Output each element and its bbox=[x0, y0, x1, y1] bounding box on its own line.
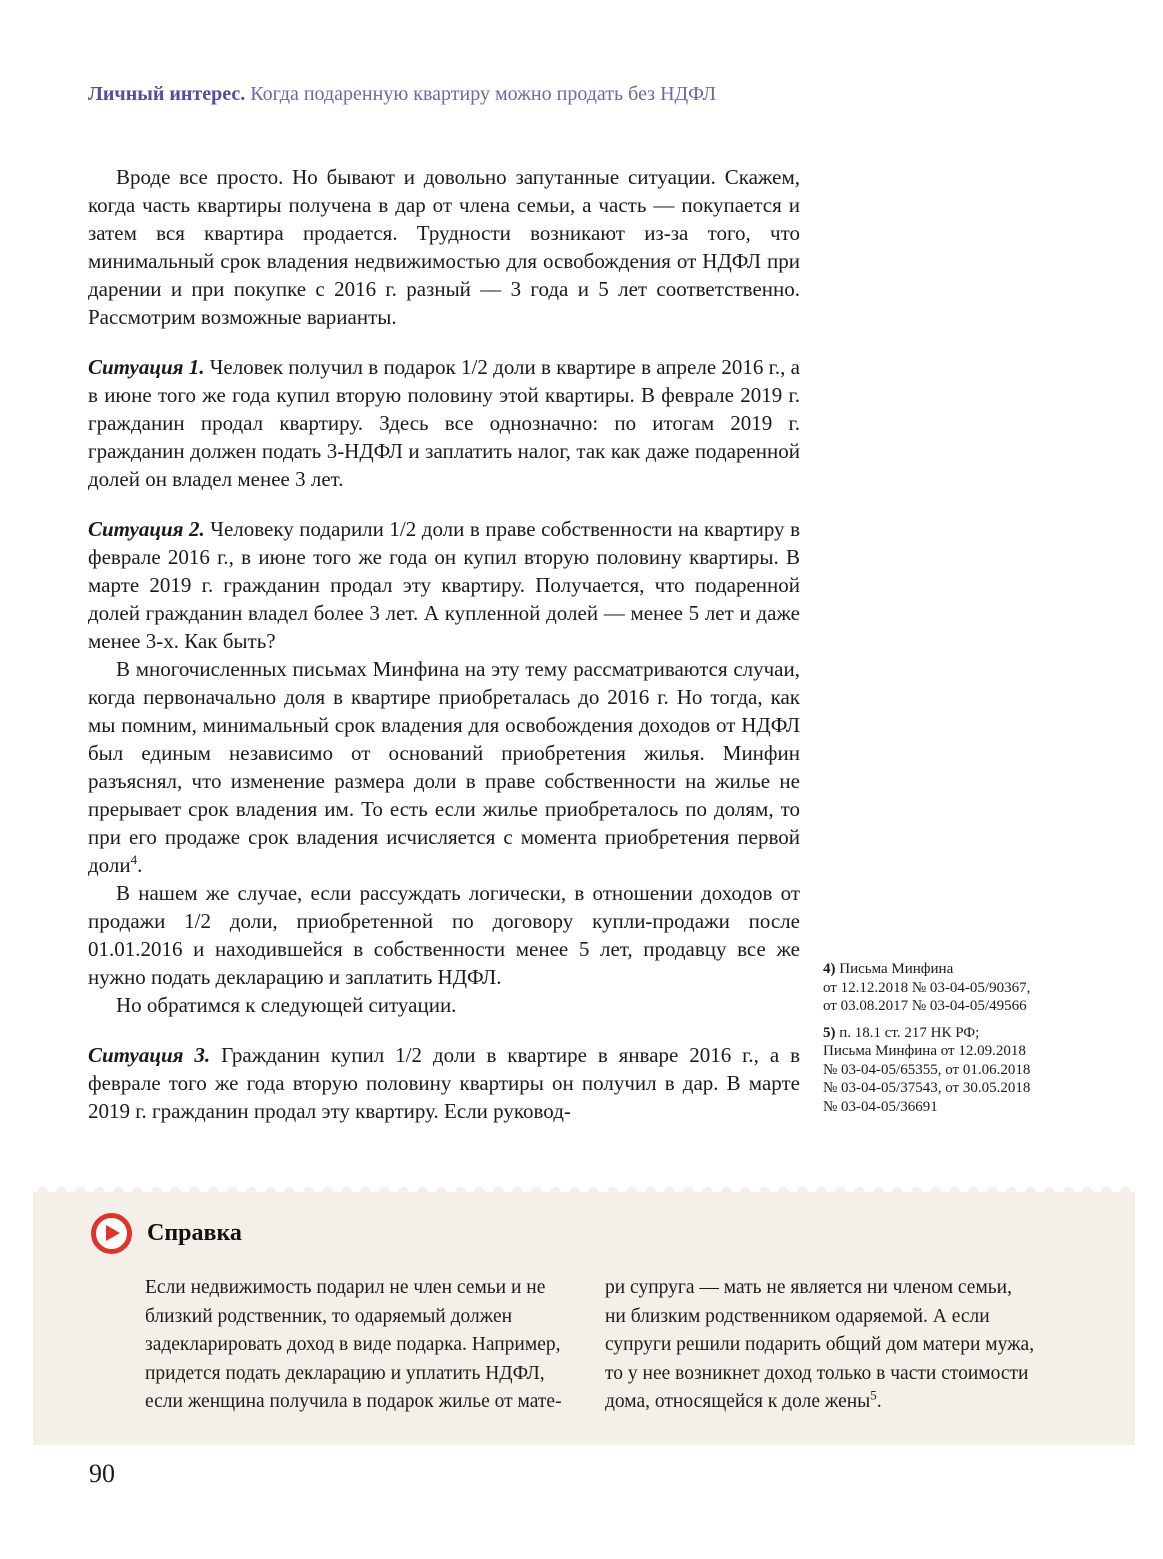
article-body bbox=[88, 163, 800, 1125]
situation-2-lead: Ситуация 2. bbox=[88, 517, 205, 541]
reference-column-1: Если недвижимость подарил не член семьи и не близкий родственник, то одаряемый должен задекларировать доход в виде подарка. Например, придется подать декларацию и уплатить НДФЛ, если женщина получила в подарок жилье от мате- bbox=[145, 1277, 562, 1412]
minfin-paragraph-text: В многочисленных письмах Минфина на эту тему рассматриваются случаи, когда первоначально доля в квартире приобреталась до 2016 г. Но тогда, как мы помним, минимальный срок владения для освобождения доходов от НДФЛ был единым независимо от оснований приобретения жилья. Минфин разъяснял, что изменение размера доли в праве собственности на жилье не прерывает срок владения им. То есть если жилье приобреталось по долям, то при его продаже срок владения исчисляется с момента приобретения первой доли bbox=[88, 657, 800, 877]
footnote-5-line: № 03-04-05/65355, от 01.06.2018 bbox=[823, 1061, 1031, 1078]
footnote-5-line: № 03-04-05/36691 bbox=[823, 1098, 938, 1115]
footnote-4 bbox=[823, 960, 1093, 1016]
situation-1-text: Человек получил в подарок 1/2 доли в квартире в апреле 2016 г., а в июне того же года купил вторую половину этой квартиры. В феврале 2019 г. гражданин продал квартиру. Здесь все однозначно: по итогам 2019 г. гражданин должен подать 3-НДФЛ и заплатить налог, так как даже подаренной долей он владел менее 3 лет. bbox=[88, 355, 801, 491]
running-head-section: Личный интерес. bbox=[88, 83, 246, 105]
play-icon bbox=[91, 1213, 132, 1254]
footnote-5 bbox=[823, 1024, 1093, 1117]
footnote-5-line: п. 18.1 ст. 217 НК РФ; bbox=[839, 1024, 980, 1041]
paragraph-transition bbox=[88, 991, 800, 1019]
footnote-5-line: Письма Минфина от 12.09.2018 bbox=[823, 1043, 1026, 1059]
our-case-text: В нашем же случае, если рассуждать логически, в отношении доходов от продажи 1/2 доли, приобретенной по договору купли-продажи после 01.01.2016 и находившейся в собственности менее 5 лет, продавцу все же нужно подать декларацию и заплатить НДФЛ. bbox=[88, 881, 800, 989]
transition-text: Но обратимся к следующей ситуации. bbox=[116, 993, 457, 1017]
footnote-ref-4: 4 bbox=[130, 852, 138, 867]
running-head-article-title: Когда подаренную квартиру можно продать без НДФЛ bbox=[245, 83, 717, 105]
footnote-5-line: № 03-04-05/37543, от 30.05.2018 bbox=[823, 1080, 1031, 1096]
reference-column-2: ри супруга — мать не является ни членом семьи, ни близким родственником одаряемой. А если супруги решили подарить общий дом матери мужа, то у нее возникнет доход только в части стоимости дома, относящейся к доле жены$^5$. bbox=[605, 1277, 1035, 1412]
sidebar-footnotes bbox=[823, 960, 1093, 1116]
footnote-4-marker: 4) bbox=[823, 961, 836, 977]
situation-2-text: Человеку подарили 1/2 доли в праве собственности на квартиру в феврале 2016 г., в июне того же года он купил вторую половину квартиры. В марте 2019 г. гражданин продал эту квартиру. Получается, что подаренной долей гражданин владел более 3 лет. А купленной долей — менее 5 лет и даже менее 3-х. Как быть? bbox=[88, 517, 800, 653]
reference-box bbox=[33, 1192, 1135, 1445]
footnote-4-line: от 03.08.2017 № 03-04-05/49566 bbox=[823, 998, 1027, 1014]
reference-header bbox=[91, 1213, 242, 1254]
paragraph-our-case bbox=[88, 879, 800, 991]
paragraph-situation-3 bbox=[88, 1041, 800, 1125]
reference-title: Справка bbox=[147, 1220, 242, 1246]
paragraph-intro bbox=[88, 163, 800, 331]
footnote-ref-5: 5 bbox=[870, 1387, 877, 1403]
situation-3-text: Гражданин купил 1/2 доли в квартире в январе 2016 г., а в феврале того же года вторую половину квартиры он получил в дар. В марте 2019 г. гражданин продал эту квартиру. Если руковод- bbox=[88, 1043, 800, 1123]
paragraph-situation-1 bbox=[88, 353, 800, 493]
footnote-4-line: Письма Минфина bbox=[839, 961, 954, 977]
footnote-4-line: от 12.12.2018 № 03-04-05/90367, bbox=[823, 979, 1031, 996]
footnote-5-marker: 5) bbox=[823, 1024, 836, 1041]
situation-1-lead: Ситуация 1. bbox=[88, 355, 205, 379]
paragraph-situation-2 bbox=[88, 515, 800, 655]
page-number: 90 bbox=[89, 1459, 115, 1488]
situation-3-lead: Ситуация 3. bbox=[88, 1043, 211, 1067]
running-head bbox=[88, 82, 1088, 106]
intro-text: Вроде все просто. Но бывают и довольно запутанные ситуации. Скажем, когда часть квартиры получена в дар от члена семьи, а часть — покупается и затем вся квартира продается. Трудности возникают из-за того, что минимальный срок владения недвижимостью для освобождения от НДФЛ при дарении и при покупке с 2016 г. разный — 3 года и 5 лет соответственно. Рассмотрим возможные варианты. bbox=[88, 165, 800, 329]
paragraph-minfin-letters bbox=[88, 655, 800, 879]
minfin-paragraph-period: . bbox=[137, 853, 143, 877]
